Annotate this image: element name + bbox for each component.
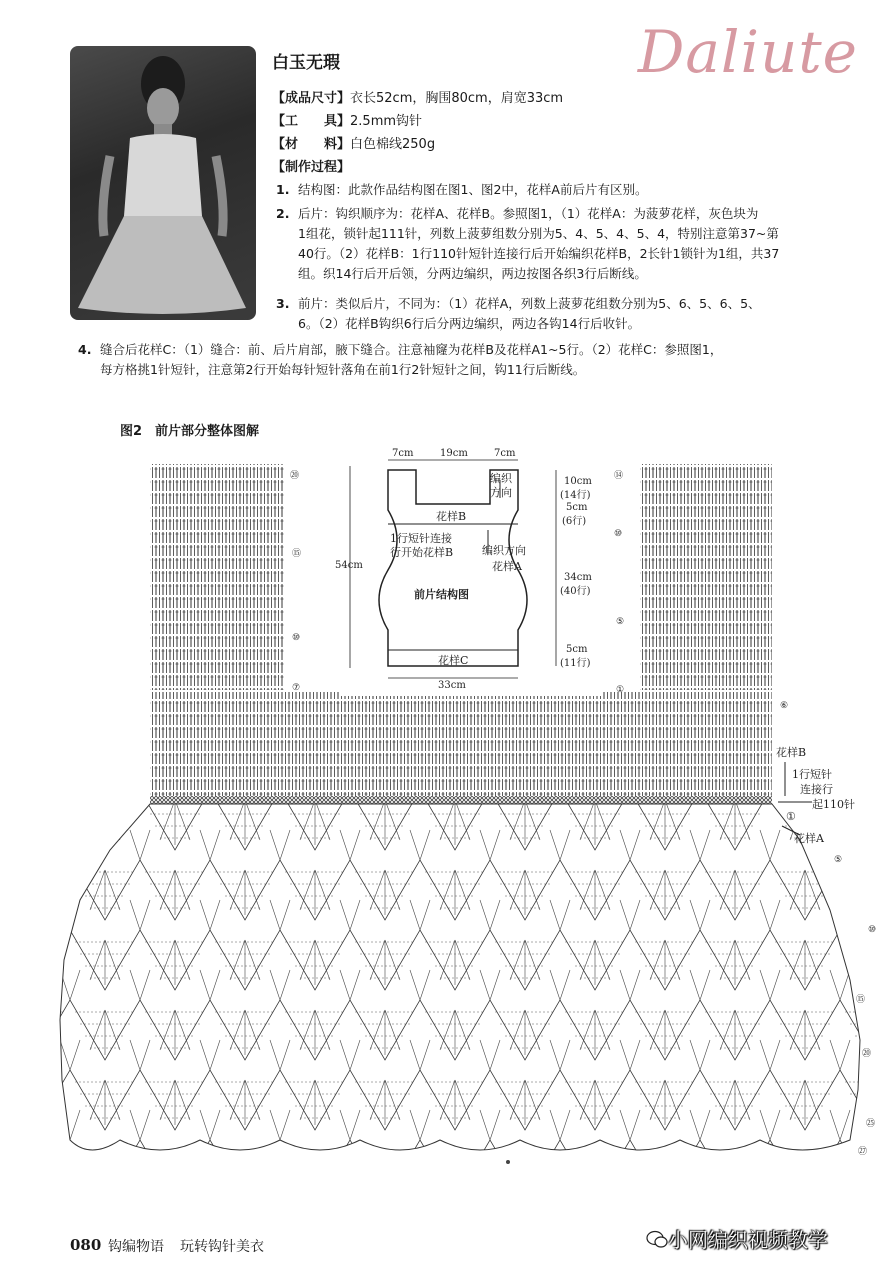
dim-right-rows: (40行): [560, 586, 591, 597]
row-mark: ⑤: [616, 617, 625, 627]
dim-right: 10cm: [564, 476, 592, 487]
dim-right: 5cm: [566, 644, 588, 655]
dim-right-rows: (14行): [560, 490, 591, 501]
book-subtitle: 玩转钩针美衣: [180, 1239, 264, 1255]
dim-bottom: 33cm: [438, 680, 466, 691]
label-start: 起110针: [812, 798, 855, 811]
spec-size: 【成品尺寸】衣长52cm，胸围80cm，肩宽33cm: [272, 91, 564, 106]
page-number: 080: [70, 1236, 102, 1254]
note: 1行短针连接: [390, 532, 452, 545]
label-sc-row-2: 连接行: [800, 783, 833, 796]
knit-dir: 编织方向: [482, 544, 526, 557]
pattern-b-chart: [150, 692, 772, 796]
row-mark: ⑳: [862, 1049, 872, 1059]
row-mark: ⑭: [614, 471, 624, 481]
figure-title: 图2 前片部分整体图解: [120, 424, 260, 439]
row-mark: ①: [616, 685, 625, 695]
structure-diagram: [335, 444, 602, 696]
dim-right-rows: (6行): [562, 516, 587, 527]
sc-row: [150, 796, 772, 804]
row-mark: ①: [786, 810, 796, 823]
brand-logo: Daliute: [637, 18, 858, 86]
dim-top-center: 19cm: [440, 448, 468, 459]
label-sc-row: 1行短针: [792, 768, 832, 781]
row-mark: ⑮: [856, 995, 866, 1005]
label-a: 花样A: [492, 560, 522, 573]
row-mark: ⑥: [780, 701, 789, 711]
row-mark: ㉕: [866, 1119, 876, 1129]
label-pattern-b: 花样B: [776, 746, 807, 759]
pattern-title: 白玉无瑕: [272, 53, 340, 73]
spec-material: 【材 料】白色棉线250g: [272, 137, 436, 152]
step-4: 4. 缝合后花样C：（1）缝合：前、后片肩部，腋下缝合。注意袖窿为花样B及花样A1~5行。（2）花样C：参照图1， 每方格挑1针短针，注意第2行开始每针短针落角在前1行2针短针之间，钩11行后断线。: [78, 342, 723, 377]
book-title: 钩编物语: [108, 1239, 164, 1255]
row-mark: ㉗: [858, 1147, 868, 1157]
note: 行开始花样B: [390, 546, 454, 559]
pattern-a-chart: [60, 804, 860, 1150]
dim-height: 54cm: [335, 560, 363, 571]
knit-dir: 编织: [490, 472, 512, 485]
front-chart: [0, 440, 894, 1180]
label-c: 花样C: [438, 654, 469, 667]
label-pattern-a: 花样A: [794, 832, 824, 845]
dim-right: 5cm: [566, 502, 588, 513]
row-mark: ⑩: [868, 925, 877, 935]
step-3: 3. 前片：类似后片，不同为：（1）花样A，列数上菠萝花组数分别为5、6、5、6、5、 6。（2）花样B钩织6行后分两边编织，两边各钩14行后收针。: [276, 296, 761, 331]
row-mark: ⑳: [290, 471, 300, 481]
dim-top-left: 7cm: [392, 448, 414, 459]
step-1: 1. 结构图：此款作品结构图在图1、图2中，花样A前后片有区别。: [276, 182, 648, 197]
model-photo: [70, 46, 256, 320]
row-mark: ⑩: [292, 633, 301, 643]
row-mark: ⑮: [292, 549, 302, 559]
row-mark: ⑩: [614, 529, 623, 539]
spec-process: 【制作过程】: [272, 160, 351, 175]
spec-tool: 【工 具】2.5mm钩针: [272, 114, 423, 129]
dim-right-rows: (11行): [560, 658, 591, 669]
wechat-icon: [646, 1228, 668, 1250]
structure-title: 前片结构图: [414, 588, 469, 601]
watermark: 小网编织视频教学: [668, 1228, 828, 1252]
row-mark: ⑤: [834, 855, 843, 865]
label-b: 花样B: [436, 510, 467, 523]
dim-top-right: 7cm: [494, 448, 516, 459]
left-strap-chart: [150, 464, 284, 690]
step-2: 2. 后片：钩织顺序为：花样A、花样B。参照图1，（1）花样A：为菠萝花样，灰色块为 1组花，锁针起111针，列数上菠萝组数分别为5、4、5、4、5、4，特别注意第37~第 40行。（2）花样B：1行110针短针连接行后开始编织花样B，2长针1锁针为1组，共37 组。织14行后开后领，分两边编织，两边按图各织3行后断线。: [276, 206, 780, 281]
row-mark: ⑦: [292, 683, 301, 693]
knit-dir: 方向: [490, 486, 512, 499]
dim-right: 34cm: [564, 572, 592, 583]
right-strap-chart: [640, 464, 772, 690]
